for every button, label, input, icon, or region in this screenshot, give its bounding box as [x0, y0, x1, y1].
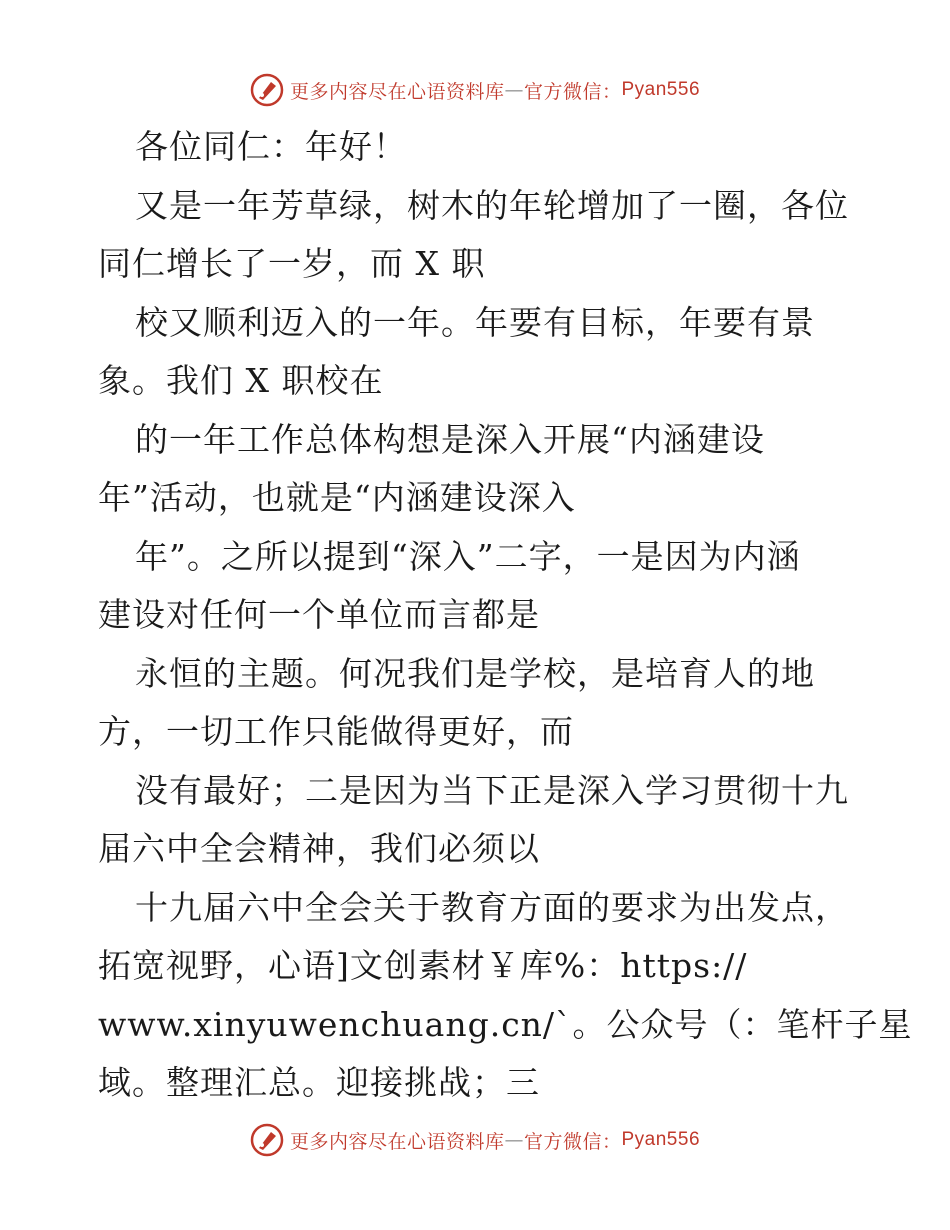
text-line: 建设对任何一个单位而言都是 [98, 595, 540, 634]
text-line: www.xinyuwenchuang.cn/`。公众号（：笔杆子星 [98, 1004, 913, 1044]
text-line: 永恒的主题。何况我们是学校，是培育人的地 [135, 653, 815, 693]
text-line: 象。我们 X 职校在 [98, 361, 384, 400]
pen-nib-logo-icon [250, 1123, 284, 1157]
text-line: 的一年工作总体构想是深入开展“内涵建设 [135, 419, 765, 459]
banner-separator: — [504, 79, 524, 101]
text-line: 没有最好；二是因为当下正是深入学习贯彻十九 [135, 770, 849, 810]
banner-wechat-label: 官方微信： [523, 1130, 622, 1153]
text-line: 十九届六中全会关于教育方面的要求为出发点， [135, 887, 849, 927]
text-line: 届六中全会精神，我们必须以 [98, 829, 540, 868]
document-body [98, 118, 913, 1113]
text-line: 方，一切工作只能做得更好，而 [98, 712, 574, 751]
text-line: 同仁增长了一岁，而 X 职 [98, 244, 486, 283]
banner-handle: Pyan556 [621, 79, 701, 100]
banner-wechat-label: 官方微信： [523, 80, 622, 103]
footer-banner [0, 1120, 950, 1160]
text-line: 又是一年芳草绿，树木的年轮增加了一圈，各位 [135, 185, 849, 225]
banner-handle: Pyan556 [621, 1129, 701, 1150]
text-line: 拓宽视野，心语]文创素材￥库%：https:// [98, 946, 748, 985]
pen-nib-logo-icon [250, 73, 284, 107]
text-line: 年”。之所以提到“深入”二字，一是因为内涵 [135, 536, 801, 576]
banner-main-text: 更多内容尽在心语资料库 [289, 1130, 505, 1153]
text-line: 校又顺利迈入的一年。年要有目标，年要有景 [135, 302, 815, 342]
text-line: 各位同仁：年好！ [135, 127, 407, 166]
banner-main-text: 更多内容尽在心语资料库 [289, 80, 505, 103]
header-banner [0, 70, 950, 110]
banner-separator: — [504, 1129, 524, 1151]
text-line: 域。整理汇总。迎接挑战；三 [98, 1063, 540, 1102]
text-line: 年”活动，也就是“内涵建设深入 [98, 478, 576, 517]
